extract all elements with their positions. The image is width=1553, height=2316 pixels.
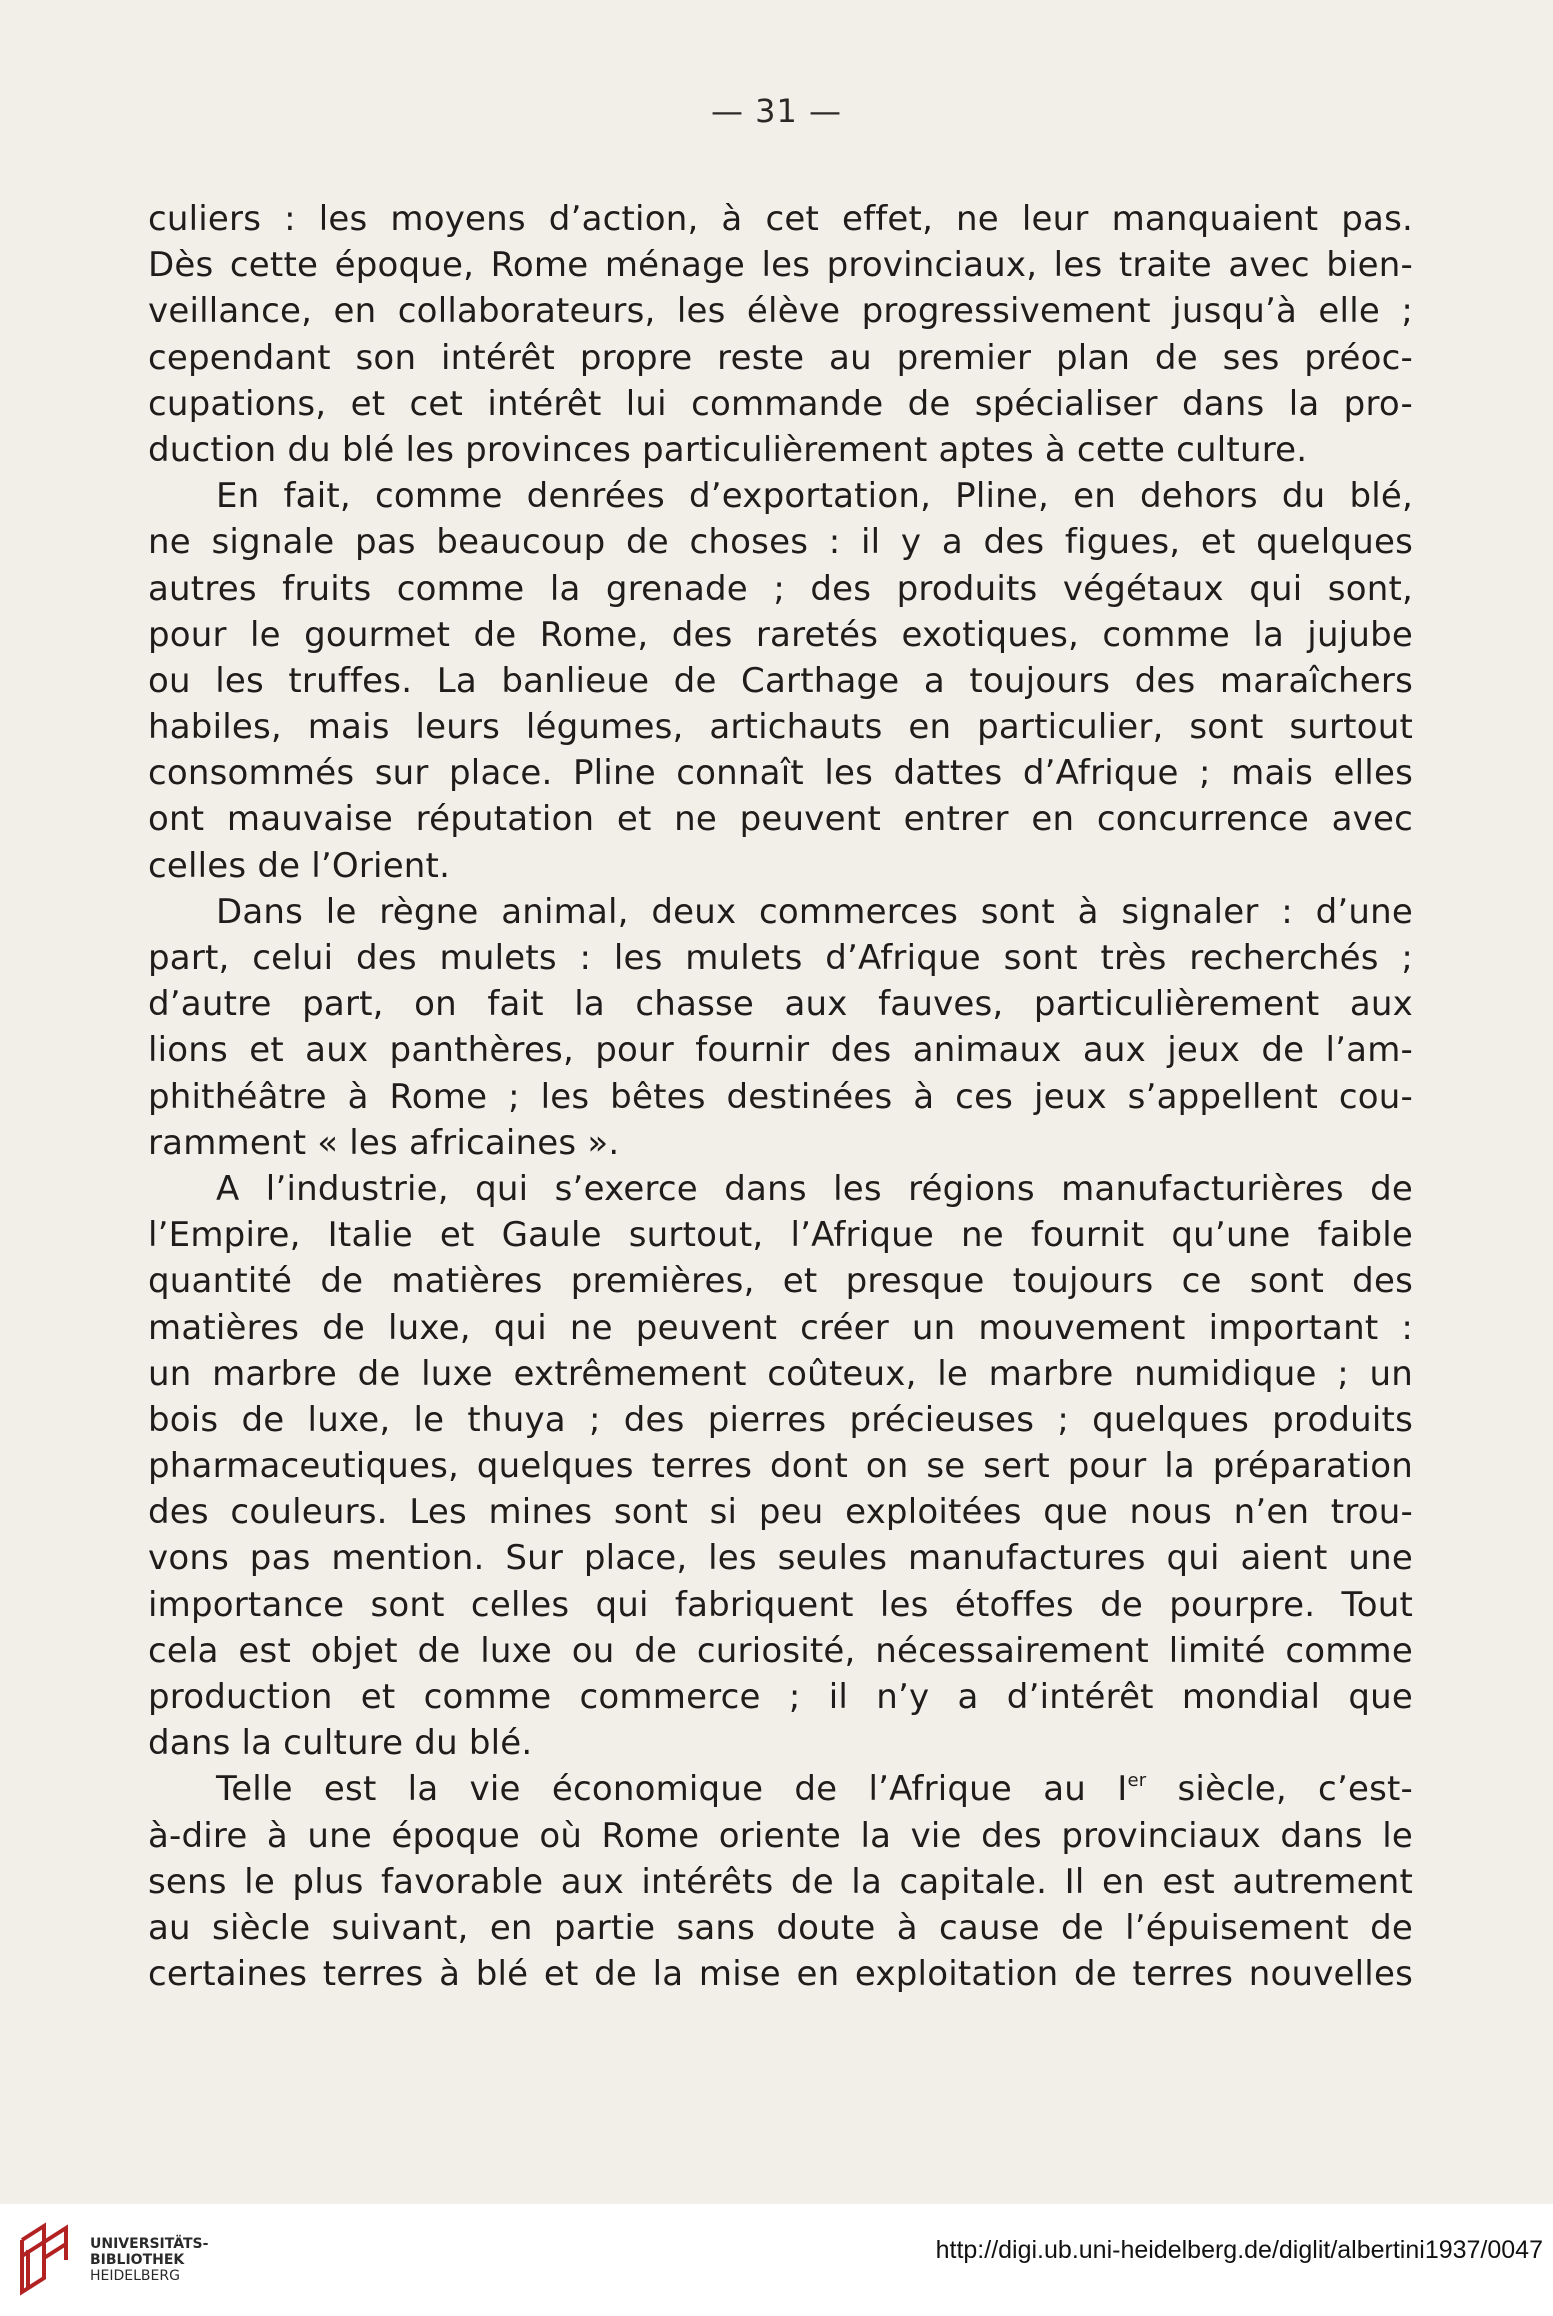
text-line (148, 1027, 1413, 1073)
source-url[interactable]: http://digi.ub.uni-heidelberg.de/diglit/albertini1937/0047 (935, 2236, 1543, 2264)
text-line (148, 1859, 1413, 1905)
library-name-line2: BIBLIOTHEK (90, 2252, 185, 2268)
text-line-content: En fait, comme denrées d’exportation, Pline, en dehors du blé, (216, 476, 1413, 517)
text-line-content: culiers : les moyens d’action, à cet effet, ne leur manquaient pas. (148, 199, 1413, 239)
text-line-content: au siècle suivant, en partie sans doute à cause de l’épuisement de (148, 1907, 1413, 1948)
text-line-content: autres fruits comme la grenade ; des produits végétaux qui sont, (148, 568, 1413, 609)
text-line (148, 1074, 1413, 1120)
text-line-content: pour le gourmet de Rome, des raretés exotiques, comme la jujube (148, 614, 1413, 655)
text-line (148, 1905, 1413, 1951)
text-line-content: consommés sur place. Pline connaît les dattes d’Afrique ; mais elles (148, 753, 1413, 794)
text-line (148, 196, 1413, 242)
text-line (148, 242, 1413, 288)
text-line-content: duction du blé les provinces particulièrement aptes à cette culture. (148, 429, 1308, 470)
library-name-line3: HEIDELBERG (90, 2268, 180, 2284)
text-line-content: part, celui des mulets : les mulets d’Afrique sont très recherchés ; (148, 938, 1413, 978)
text-line (148, 288, 1413, 334)
text-line (148, 566, 1413, 612)
text-line (148, 1489, 1413, 1535)
text-line-content: matières de luxe, qui ne peuvent créer un mouvement important : (148, 1307, 1413, 1348)
text-line (148, 1582, 1413, 1628)
text-line (148, 843, 1413, 889)
text-line (148, 1443, 1413, 1489)
text-line-content: pharmaceutiques, quelques terres dont on se sert pour la préparation (148, 1446, 1413, 1487)
text-line-content: celles de l’Orient. (148, 845, 451, 886)
text-line-content: importance sont celles qui fabriquent les étoffes de pourpre. Tout (148, 1584, 1413, 1625)
text-line (148, 1535, 1413, 1581)
library-name (90, 2236, 208, 2284)
text-line (148, 1628, 1413, 1674)
text-line (148, 704, 1413, 750)
text-line (148, 1720, 1413, 1766)
text-line (148, 1351, 1413, 1397)
text-line-content: cependant son intérêt propre reste au premier plan de ses préoc- (148, 337, 1413, 378)
text-line-content: dans la culture du blé. (148, 1723, 533, 1764)
text-line (148, 427, 1413, 473)
text-line-content: d’autre part, on fait la chasse aux fauves, particulièrement aux (148, 984, 1413, 1025)
text-line (148, 750, 1413, 796)
text-line-content: A l’industrie, qui s’exerce dans les régions manufacturières de (216, 1168, 1413, 1209)
text-line-content: bois de luxe, le thuya ; des pierres précieuses ; quelques produits (148, 1399, 1413, 1440)
text-line-content: lions et aux panthères, pour fournir des animaux aux jeux de l’am- (148, 1030, 1413, 1071)
text-line-content: phithéâtre à Rome ; les bêtes destinées à ces jeux s’appellent cou- (148, 1076, 1413, 1117)
text-line (148, 796, 1413, 842)
text-line (148, 1166, 1413, 1212)
text-line (148, 519, 1413, 565)
text-line-content: cela est objet de luxe ou de curiosité, nécessairement limité comme (148, 1630, 1413, 1671)
body-text (148, 196, 1413, 1997)
page-number: — 31 — (710, 92, 843, 130)
text-line-content: ou les truffes. La banlieue de Carthage a toujours des maraîchers (148, 660, 1413, 701)
superscript: er (1127, 1770, 1147, 1792)
text-line-content: à-dire à une époque où Rome oriente la vie des provinciaux dans le (148, 1815, 1413, 1856)
text-line-content: Dès cette époque, Rome ménage les provinciaux, les traite avec bien- (148, 245, 1413, 286)
text-line-content: habiles, mais leurs légumes, artichauts en particulier, sont surtout (148, 707, 1413, 748)
text-line (148, 1120, 1413, 1166)
text-line-content: ramment « les africaines ». (148, 1122, 620, 1163)
text-line (148, 1951, 1413, 1997)
text-line-content: cupations, et cet intérêt lui commande de spécialiser dans la pro- (148, 383, 1413, 424)
text-line-content: ont mauvaise réputation et ne peuvent entrer en concurrence avec (148, 799, 1413, 840)
text-line (148, 1766, 1413, 1812)
digitization-footer (0, 2204, 1553, 2316)
text-line-content: vons pas mention. Sur place, les seules manufactures qui aient une (148, 1538, 1413, 1579)
text-line (148, 473, 1413, 519)
ub-heidelberg-logo-icon (14, 2220, 84, 2300)
text-line (148, 1813, 1413, 1859)
text-line-content: veillance, en collaborateurs, les élève progressivement jusqu’à elle ; (148, 291, 1413, 332)
text-line (148, 1212, 1413, 1258)
text-line-content: production et comme commerce ; il n’y a d’intérêt mondial que (148, 1677, 1413, 1717)
text-line-content: l’Empire, Italie et Gaule surtout, l’Afrique ne fournit qu’une faible (148, 1215, 1413, 1256)
text-line (148, 935, 1413, 981)
text-line-content: des couleurs. Les mines sont si peu exploitées que nous n’en trou- (148, 1492, 1413, 1533)
text-line-continuation: siècle, c’est- (1146, 1769, 1413, 1810)
text-line-content: un marbre de luxe extrêmement coûteux, le marbre numidique ; un (148, 1353, 1413, 1394)
text-line-content: Telle est la vie économique de l’Afrique au I (216, 1769, 1128, 1810)
text-line (148, 1674, 1413, 1720)
text-line (148, 981, 1413, 1027)
text-line (148, 658, 1413, 704)
text-line-content: Dans le règne animal, deux commerces sont à signaler : d’une (216, 891, 1413, 932)
text-line (148, 889, 1413, 935)
library-name-line1: UNIVERSITÄTS- (90, 2236, 209, 2252)
text-line (148, 1258, 1413, 1304)
text-line-content: quantité de matières premières, et presque toujours ce sont des (148, 1261, 1413, 1302)
text-line (148, 335, 1413, 381)
text-line (148, 1305, 1413, 1351)
text-line (148, 612, 1413, 658)
text-line-content: sens le plus favorable aux intérêts de la capitale. Il en est autrement (148, 1861, 1413, 1902)
text-line (148, 1397, 1413, 1443)
text-line-content: certaines terres à blé et de la mise en exploitation de terres nouvelles (148, 1954, 1413, 1995)
text-line (148, 381, 1413, 427)
text-line-content: ne signale pas beaucoup de choses : il y a des figues, et quelques (148, 522, 1413, 563)
